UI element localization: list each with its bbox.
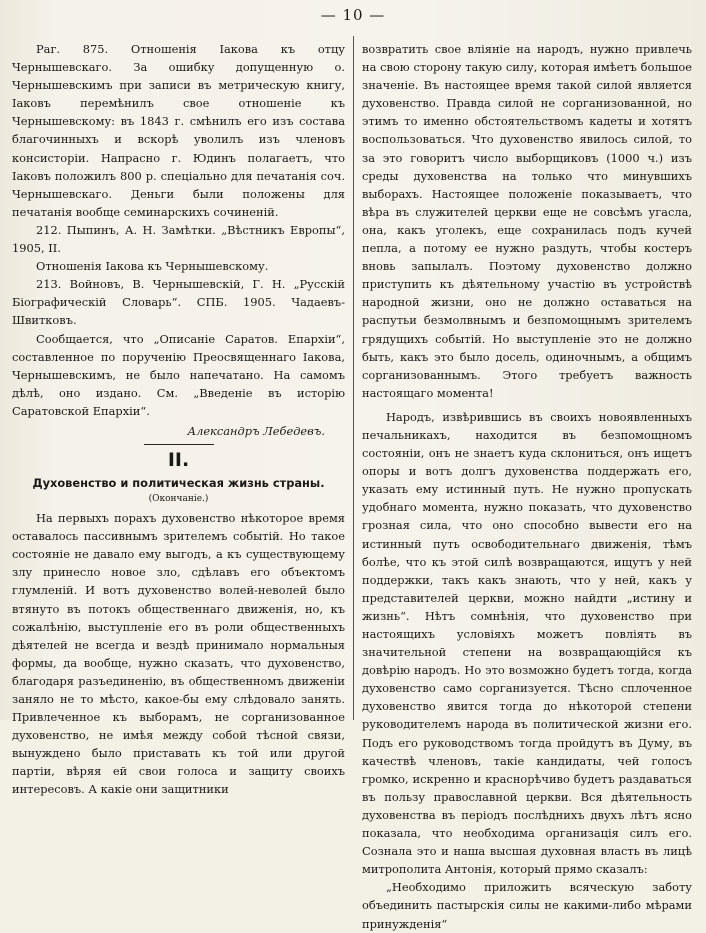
section-heading: Духовенство и политическая жизнь страны. (32, 476, 325, 491)
article-continuation: возвратить свое вліяніе на народъ, нужно привлечь на свою сторону такую силу, которая имѣетъ большое значеніе. Въ настоящее время такой силой является духовенство. Правда силой не сорганизованной, но этимъ то именно обстоятельствомъ кадеты и хотятъ воспользоваться. Что духовенство явилось силой, то за это говоритъ число выборщиковъ (1000 ч.) изъ среды духовенства на только что минувшихъ выборахъ. Настоящее положеніе показываетъ, что вѣра въ служителей церкви еще не совсѣмъ угасла, она, какъ уголекъ, еще сохранилась подъ кучей пепла, а потому ее нужно раздуть, чтобы костеръ вновь запылалъ. Поэтому духовенство должно приступить къ дѣятельному участію въ устройствѣ народной жизни, оно не должно оставаться на распутьи безмолвнымъ и безпомощнымъ зрителемъ грядущихъ событій. Но выступленіе это не должно быть, какъ это было досель, одиночнымъ, а общимъ сорганизованнымъ. Этого требуетъ важность настоящаго момента! (362, 42, 692, 400)
right-column (362, 40, 692, 933)
section-numeral: II. (167, 449, 190, 472)
left-column (12, 40, 345, 799)
reference-entry-212: 212. Пыпинъ, А. Н. Замѣтки. „Вѣстникъ Европы“, 1905, II. (12, 222, 345, 256)
reference-entry-875: Раг. 875. Отношенія Іакова къ отцу Чернышевскаго. За ошибку допущенную о. Чернышевскимъ при записи въ метрическую книгу, Іаковъ перемѣнилъ свое отношеніе къ Чернышевскому: въ 1843 г. смѣнилъ его изъ состава благочинныхъ и вскорѣ уволилъ изъ членовъ консисторіи. Напрасно г. Юдинъ полагаетъ, что Іаковъ положилъ 800 р. спеціально для печатанія соч. Чернышевскаго. Деньги были положены для печатанія вообще семинарскихъ сочиненій. (12, 42, 345, 219)
section-subheading: (Окончаніе.) (148, 494, 209, 505)
reference-annotation-213: Сообщается, что „Описаніе Саратов. Епархіи“, составленное по порученію Преосвященнаго Іакова, Чернышевскимъ, не было напечатано. На самомъ дѣлѣ, оно издано. См. „Введеніе въ исторію Саратовской Епархіи“. (12, 331, 345, 418)
article-paragraph-2: Народъ, извѣрившись въ своихъ новоявленныхъ печальникахъ, находится въ безпомощномъ состояніи, онъ не знаетъ куда склониться, онъ ищетъ опоры и вотъ долгъ духовенства поддержать его, указать ему истинный путь. Не нужно пропускать удобнаго момента, нужно показать, что духовенство грозная сила, что оно способно вывести его на истинный путь освободительнаго движенія, тѣмъ болѣе, что къ этой силѣ возвращаются, ищутъ у ней поддержки, такъ какъ знають, что у ней, какъ у представителей церкви, можно найдти „истину и жизнь“. Нѣтъ сомнѣнія, что духовенство при настоящихъ условіяхъ можетъ повліять въ значительной степени на возвращающійся къ довѣрію народъ. Но это возможно будетъ тогда, когда духовенство само сорганизуется. Тѣсно сплоченное духовенство явится тогда до нѣкоторой степени руководителемъ народа въ политической жизни его. Подъ его руководствомъ тогда пройдутъ въ Думу, въ качествѣ членовъ, такіе кандидаты, чей голосъ громко, искренно и краснорѣчиво будетъ раздаваться въ пользу православной церкви. Вся дѣятельность духовенства въ періодъ послѣднихъ двухъ лѣтъ ясно показала, что необходима организація силъ его. Сознала это и наша высшая духовная власть въ лицѣ митрополита Антонія, который прямо сказалъ: (362, 409, 692, 877)
article-quote: „Необходимо приложить всяческую заботу объединить пастырскія силы не какими-либо мѣрами принужденія“ (362, 880, 692, 931)
page-number: — 10 — (320, 6, 386, 24)
reference-annotation-212: Отношенія Іакова къ Чернышевскому. (36, 259, 269, 274)
reference-entry-213: 213. Войновъ, В. Чернышевскій, Г. Н. „Русскій Біографическій Словарь“. СПБ. 1905. Чадаевъ-Швитковъ. (12, 277, 345, 328)
article-body-left: На первыхъ порахъ духовенство нѣкоторое время оставалось пассивнымъ зрителемъ событій. Но такое состояніе не давало ему выгодъ, а къ существующему злу принесло новое зло, сдѣлавъ его объектомъ глумленій. И вотъ духовенство волей-неволей было втянуто въ потокъ общественнаго движенія, но, къ сожалѣнію, выступленіе его въ роли общественныхъ дѣятелей не всегда и вездѣ принимало нормальныя формы, да вообще, нужно сказать, что духовенство, благодаря разъединенію, въ общественномъ движеніи заняло не то мѣсто, какое-бы ему слѣдовало занять. Привлеченное къ выборамъ, не сорганизованное духовенство, не имѣя между собой тѣсной связи, вынуждено было приставать къ той или другой партіи, вѣряя ей свои голоса и защиту своихъ интересовъ. А какіе они защитники (12, 511, 345, 797)
column-divider (353, 36, 354, 720)
signature-rule (144, 444, 214, 445)
author-signature: Александръ Лебедевъ. (187, 423, 325, 438)
